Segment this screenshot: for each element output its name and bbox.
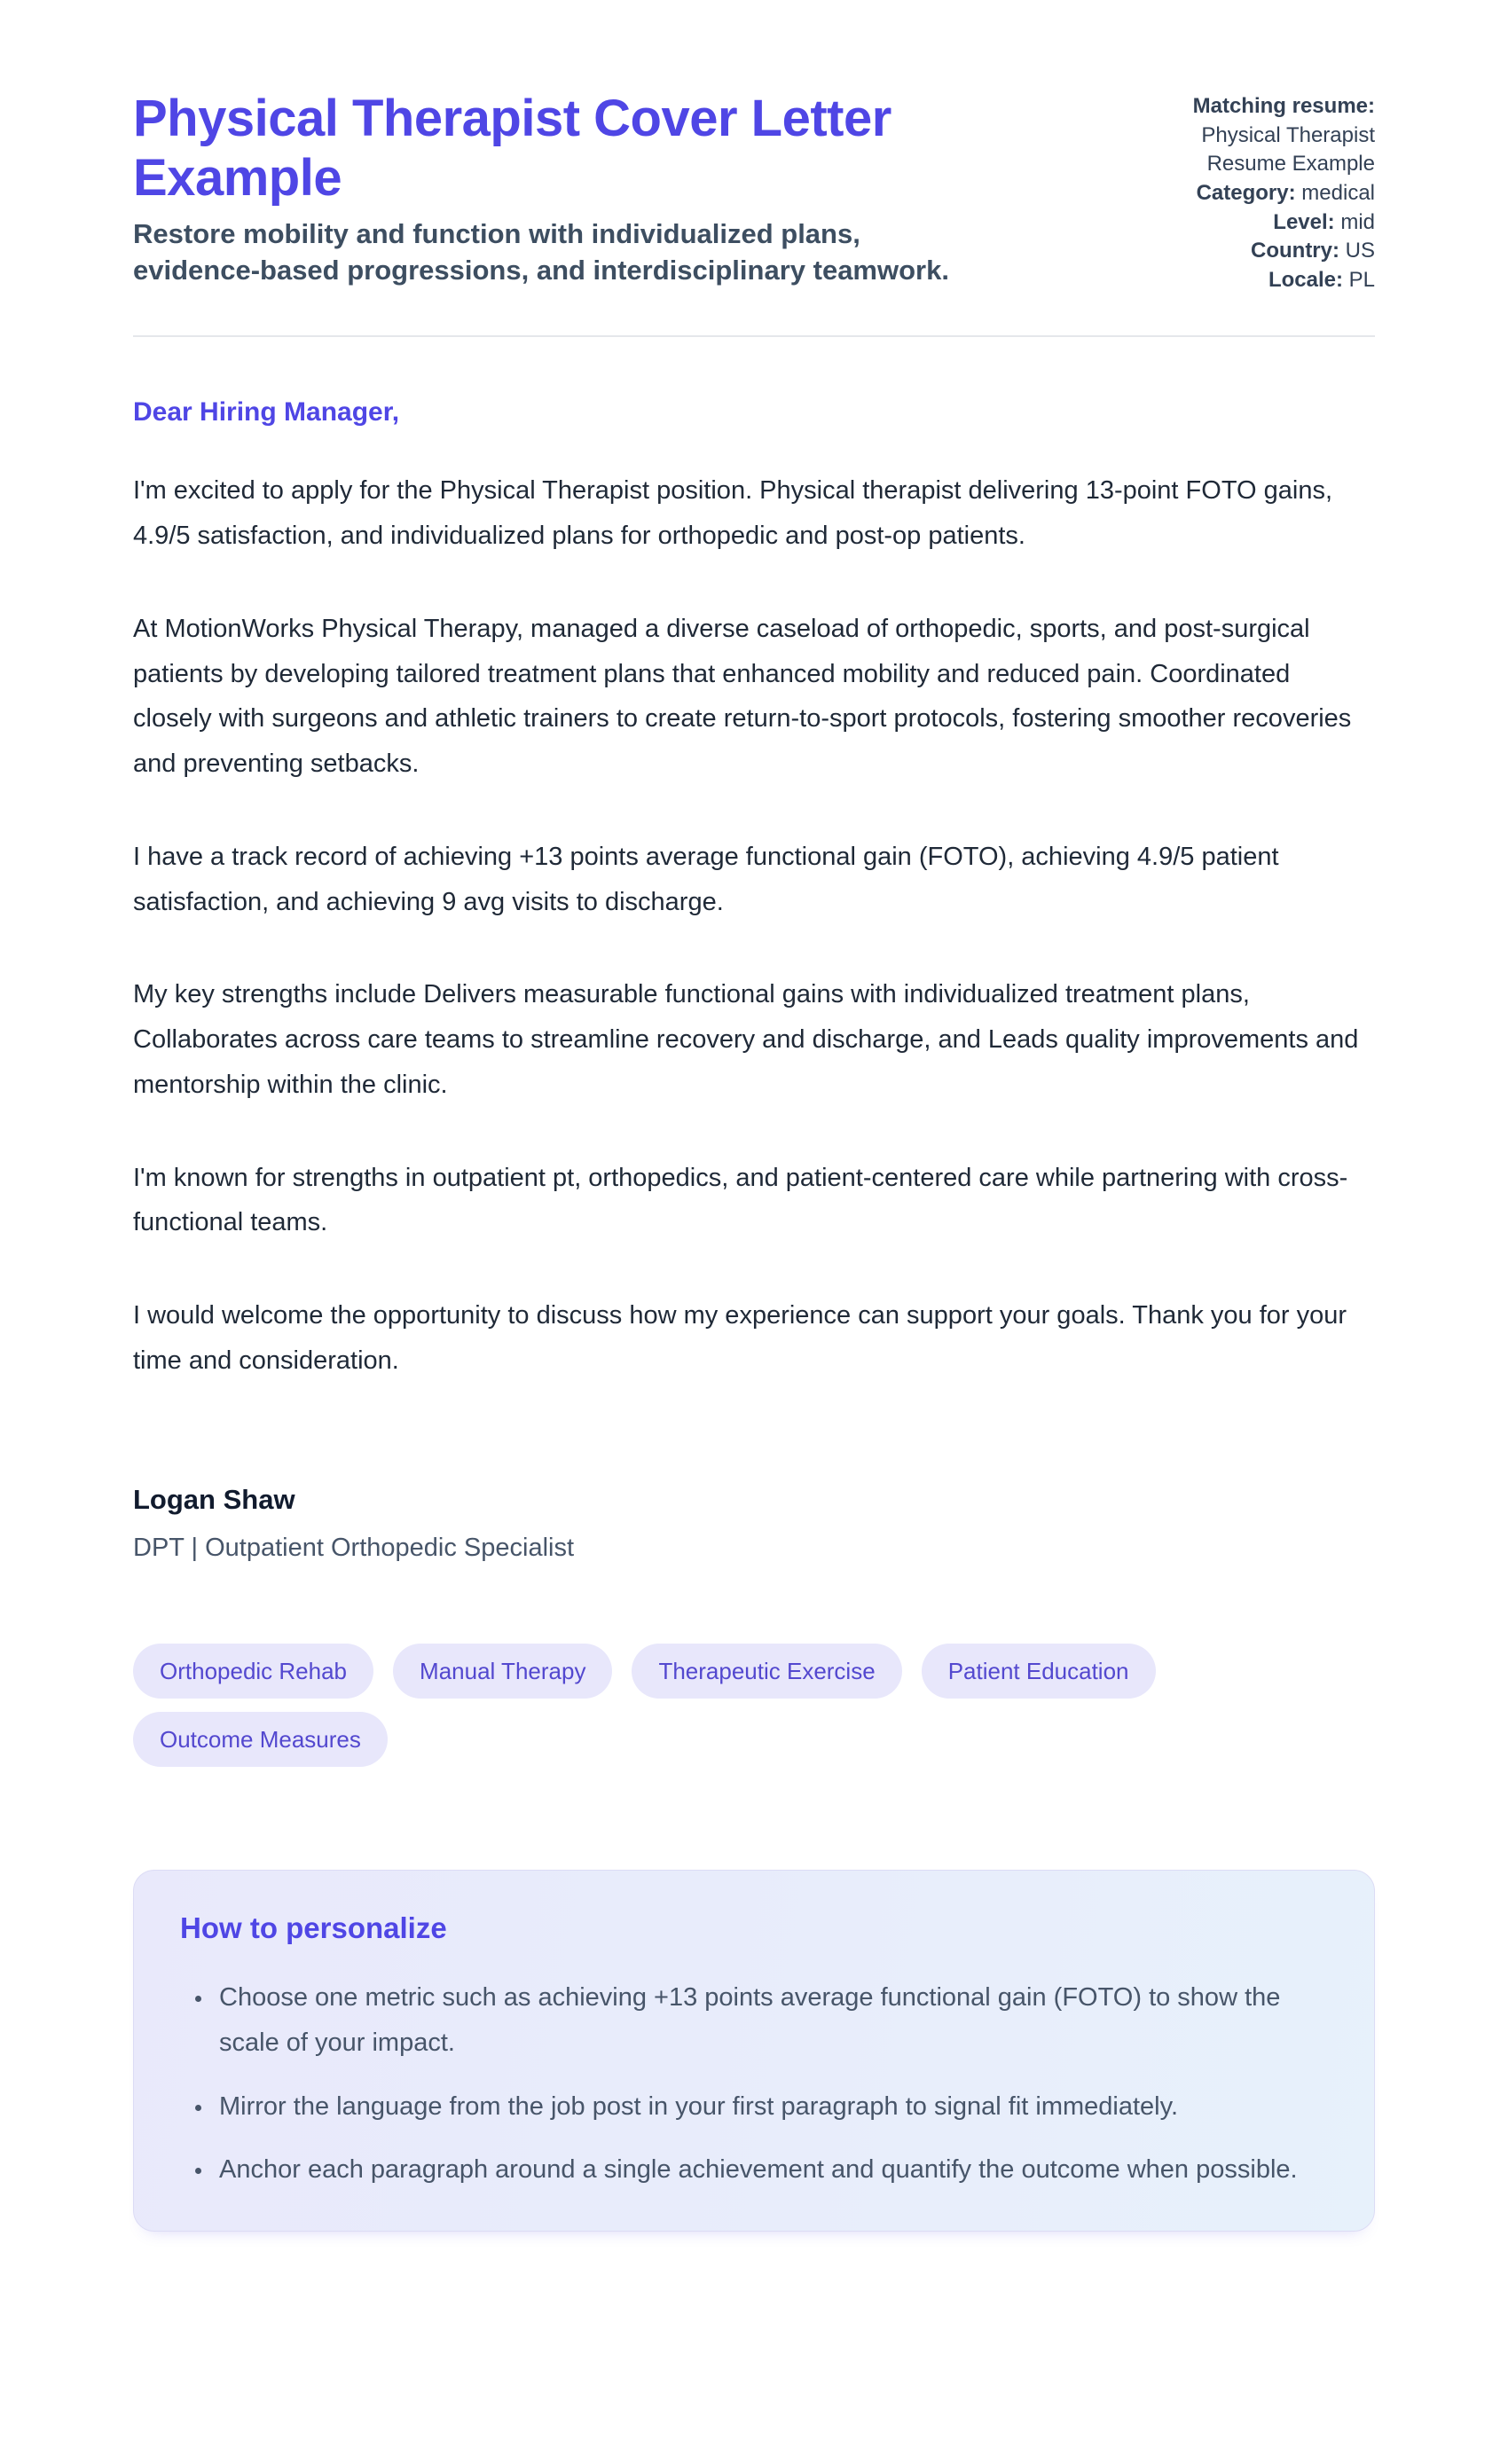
- header-divider: [133, 335, 1375, 337]
- letter-paragraph: I would welcome the opportunity to discuss how my experience can support your goals. Thank you for your time and consideration.: [133, 1301, 1347, 1375]
- personalize-tip: • Anchor each paragraph around a single achievement and quantify the outcome when possible.: [214, 2147, 1328, 2193]
- letter-paragraph: I'm known for strengths in outpatient pt, orthopedics, and patient-centered care while partnering with cross-functional teams.: [133, 1163, 1348, 1237]
- letter-paragraph: My key strengths include Delivers measurable functional gains with individualized treatment plans, Collaborates across care teams to streamline recovery and discharge, and Leads quality improvements and mentorship within the clinic.: [133, 980, 1359, 1099]
- personalize-card: [133, 1870, 1375, 2232]
- page-subtitle: Restore mobility and function with individualized plans, evidence-based progressions, and interdisciplinary teamwork.: [133, 217, 949, 286]
- header-title-block: [133, 89, 1056, 288]
- personalize-tip: • Mirror the language from the job post in your first paragraph to signal fit immediately.: [214, 2084, 1328, 2130]
- matching-resume-value: Physical Therapist Resume Example: [1201, 122, 1375, 177]
- level-value: mid: [1340, 209, 1375, 234]
- skill-tag: Patient Education: [922, 1644, 1156, 1699]
- personalize-heading: How to personalize: [180, 1911, 447, 1944]
- personalize-tips-list: [180, 1975, 1328, 2193]
- letter-body: [133, 468, 1375, 1383]
- country-value: US: [1345, 239, 1375, 263]
- personalize-tip: • Choose one metric such as achieving +13 points average functional gain (FOTO) to show the scale of your impact.: [214, 1975, 1328, 2067]
- country-label: Country:: [1251, 239, 1339, 263]
- signature-role: DPT | Outpatient Orthopedic Specialist: [133, 1533, 575, 1562]
- matching-resume-label: Matching resume:: [1192, 94, 1375, 118]
- signature-block: [133, 1483, 1375, 1566]
- skill-tag: Outcome Measures: [133, 1712, 388, 1767]
- level-label: Level:: [1273, 209, 1335, 234]
- resume-meta-panel: [1069, 89, 1375, 294]
- letter-paragraph: At MotionWorks Physical Therapy, managed a diverse caseload of orthopedic, sports, and post-surgical patients by developing tailored treatment plans that enhanced mobility and reduced pain. Coordinated closely with surgeons and athletic trainers to create return-to-sport protocols, fostering smoother recoveries and preventing setbacks.: [133, 614, 1352, 779]
- skill-tag: Manual Therapy: [393, 1644, 612, 1699]
- letter-paragraph: I'm excited to apply for the Physical Therapist position. Physical therapist delivering 13-point FOTO gains, 4.9/5 satisfaction, and individualized plans for orthopedic and post-op patients.: [133, 476, 1333, 551]
- meta-locale-row: [1069, 266, 1375, 295]
- locale-value: PL: [1348, 267, 1375, 292]
- category-label: Category:: [1196, 180, 1296, 205]
- page-title: Physical Therapist Cover Letter Example: [133, 90, 891, 208]
- letter-greeting: Dear Hiring Manager,: [133, 397, 400, 428]
- cover-letter-page: [133, 0, 1375, 2232]
- meta-level-row: [1069, 208, 1375, 238]
- letter-paragraph: I have a track record of achieving +13 points average functional gain (FOTO), achieving 4.9/5 patient satisfaction, and achieving 9 avg visits to discharge.: [133, 842, 1279, 916]
- meta-category-row: [1069, 179, 1375, 208]
- category-value: medical: [1301, 180, 1375, 205]
- signature-name: Logan Shaw: [133, 1483, 295, 1515]
- skill-tag: Therapeutic Exercise: [632, 1644, 901, 1699]
- meta-country-row: [1069, 237, 1375, 266]
- locale-label: Locale:: [1268, 267, 1343, 292]
- page-header: [133, 89, 1375, 294]
- skill-tags: [133, 1644, 1331, 1767]
- skill-tag: Orthopedic Rehab: [133, 1644, 373, 1699]
